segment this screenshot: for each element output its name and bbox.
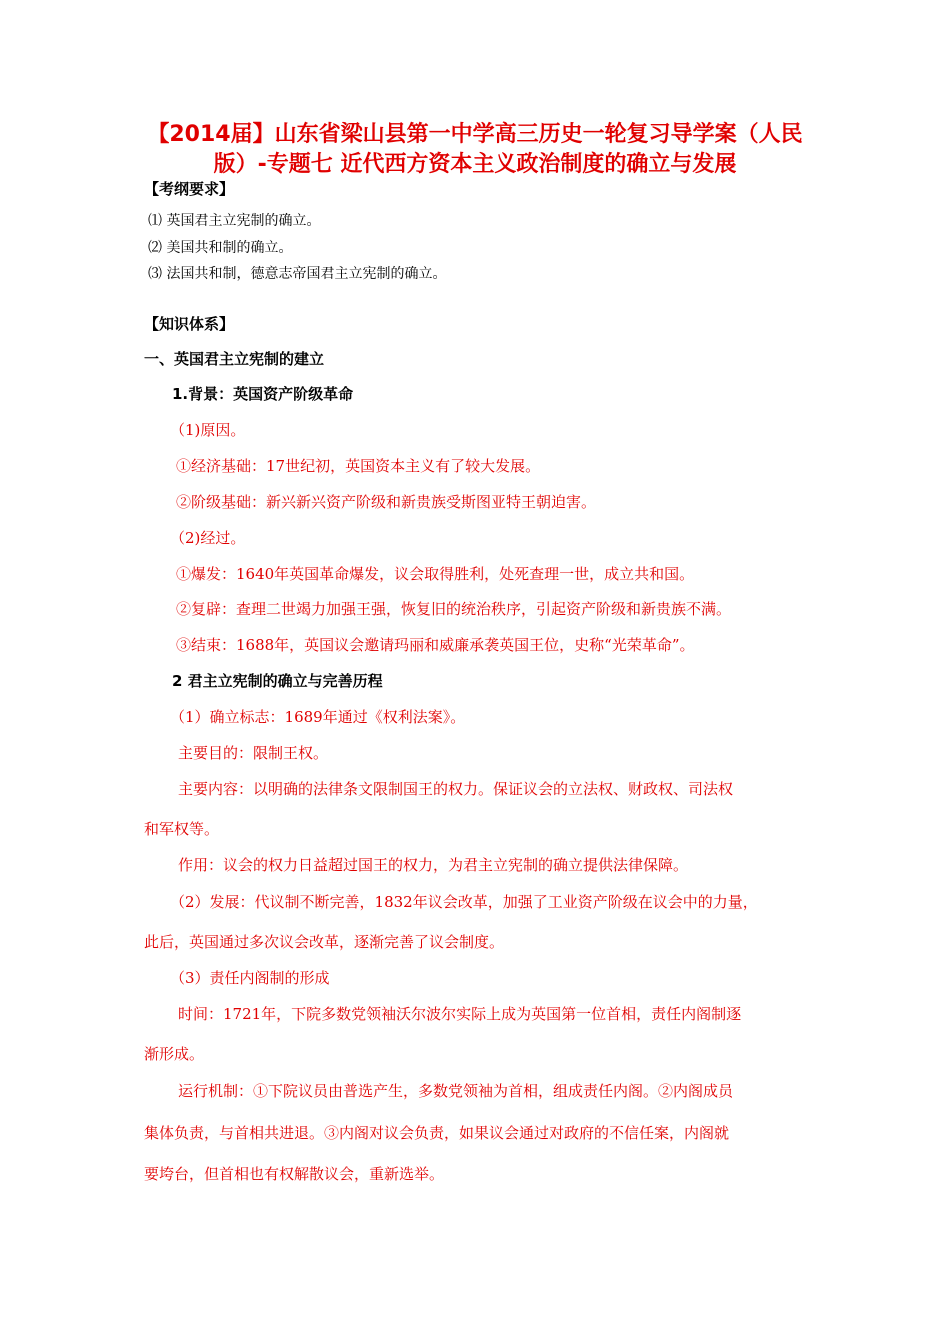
- cause-item: ②阶级基础：新兴新兴资产阶级和新贵族受斯图亚特王朝迫害。: [176, 493, 597, 511]
- document-title-line-1: 【2014届】山东省梁山县第一中学高三历史一轮复习导学案（人民: [147, 122, 803, 147]
- outline-item: ⑶ 法国共和制，德意志帝国君主立宪制的确立。: [148, 266, 447, 282]
- mechanism-text-line-3: 要垮台，但首相也有权解散议会，重新选举。: [144, 1165, 445, 1183]
- knowledge-header: 【知识体系】: [144, 315, 235, 333]
- process-label: （2)经过。: [170, 529, 246, 547]
- process-item: ③结束：1688年，英国议会邀请玛丽和威廉承袭英国王位，史称“光荣革命”。: [176, 636, 695, 654]
- process-item: ①爆发：1640年英国革命爆发，议会取得胜利，处死查理一世，成立共和国。: [176, 565, 695, 583]
- document-title-line-2: 版）-专题七 近代西方资本主义政治制度的确立与发展: [213, 152, 737, 177]
- time-text-line-2: 渐形成。: [144, 1045, 205, 1063]
- sub1-heading: 1.背景：英国资产阶级革命: [172, 385, 354, 403]
- establish-text: （1）确立标志：1689年通过《权利法案》。: [170, 708, 466, 726]
- cabinet-heading: （3）责任内阁制的形成: [170, 969, 330, 987]
- develop-text-line-2: 此后，英国通过多次议会改革，逐渐完善了议会制度。: [144, 933, 505, 951]
- outline-header: 【考纲要求】: [144, 180, 235, 198]
- time-text-line-1: 时间：1721年，下院多数党领袖沃尔波尔实际上成为英国第一位首相，责任内阁制逐: [178, 1005, 742, 1023]
- outline-item: ⑴ 英国君主立宪制的确立。: [148, 213, 321, 229]
- sub2-heading: 2 君主立宪制的确立与完善历程: [172, 672, 383, 690]
- purpose-text: 主要目的：限制王权。: [178, 744, 329, 762]
- content-text-line-1: 主要内容：以明确的法律条文限制国王的权力。保证议会的立法权、财政权、司法权: [178, 780, 734, 798]
- mechanism-text-line-2: 集体负责，与首相共进退。③内阁对议会负责，如果议会通过对政府的不信任案，内阁就: [144, 1124, 730, 1142]
- content-text-line-2: 和军权等。: [144, 820, 220, 838]
- outline-item: ⑵ 美国共和制的确立。: [148, 240, 293, 256]
- develop-text-line-1: （2）发展：代议制不断完善，1832年议会改革，加强了工业资产阶级在议会中的力量，: [170, 893, 758, 911]
- cause-label: （1)原因。: [170, 421, 246, 439]
- cause-item: ①经济基础：17世纪初，英国资本主义有了较大发展。: [176, 457, 541, 475]
- mechanism-text-line-1: 运行机制：①下院议员由普选产生，多数党领袖为首相，组成责任内阁。②内阁成员: [178, 1082, 734, 1100]
- effect-text: 作用：议会的权力日益超过国王的权力，为君主立宪制的确立提供法律保障。: [178, 856, 689, 874]
- part1-heading: 一、英国君主立宪制的建立: [144, 350, 325, 368]
- process-item: ②复辟：查理二世竭力加强王强，恢复旧的统治秩序，引起资产阶级和新贵族不满。: [176, 600, 732, 618]
